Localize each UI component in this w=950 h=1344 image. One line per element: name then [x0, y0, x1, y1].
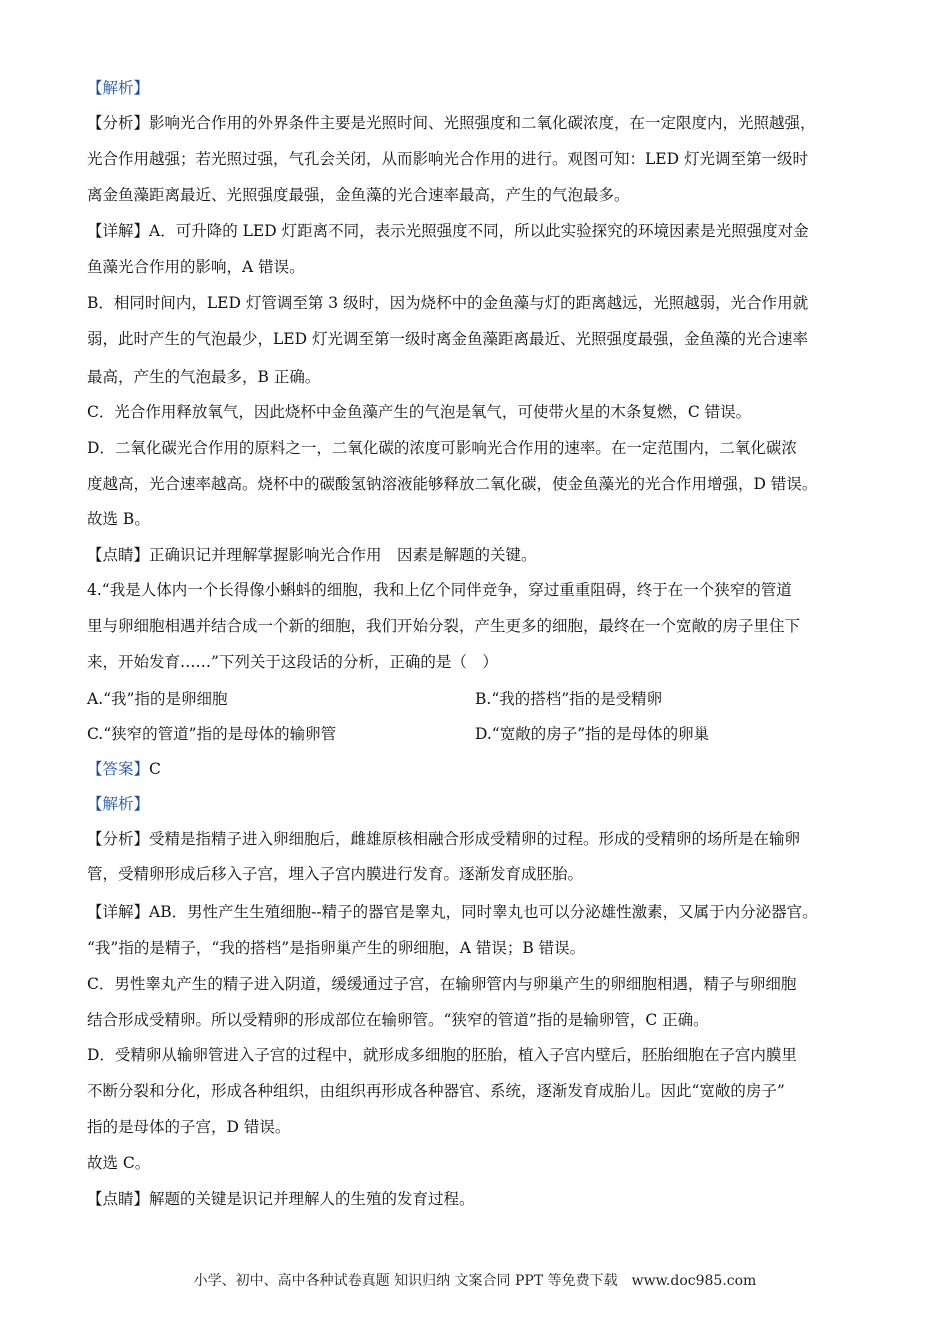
option-d: D.“宽敞的房子”指的是母体的卵巢 [475, 725, 710, 743]
paragraph-line: 光合作用越强；若光照过强，气孔会关闭，从而影响光合作用的进行。观图可知：LED 灯光调至第一级时 [87, 150, 808, 168]
paragraph-line: D．受精卵从输卵管进入子宫的过程中，就形成多细胞的胚胎，植入子宫内壁后，胚胎细胞在子宫内膜里 [87, 1046, 797, 1064]
jiexi-tag: 【解析】 [87, 79, 150, 97]
fenxi-paragraph-line [87, 829, 800, 849]
paragraph-line: B．相同时间内，LED 灯管调至第 3 级时，因为烧杯中的金鱼藻与灯的距离越远，光照越弱，光合作用就 [87, 294, 809, 312]
paragraph-text: A．可升降的 LED 灯距离不同，表示光照强度不同，所以此实验探究的环境因素是光照强度对金 [149, 222, 809, 240]
paragraph-line: C．光合作用释放氧气，因此烧杯中金鱼藻产生的气泡是氧气，可使带火星的木条复燃，C 错误。 [87, 403, 752, 421]
paragraph-text: AB．男性产生生殖细胞--精子的器官是睾丸，同时睾丸也可以分泌雄性激素，又属于内分泌器官。 [149, 903, 818, 921]
dianjing-tag: 【点睛】 [87, 546, 150, 564]
paragraph-line: 结合形成受精卵。所以受精卵的形成部位在输卵管。“狭窄的管道”指的是输卵管，C 正确。 [87, 1011, 709, 1029]
footer-text: 小学、初中、高中各种试卷真题 知识归纳 文案合同 PPT 等免费下载 www.doc985.com [193, 1273, 757, 1289]
paragraph-line: “我”指的是精子，“我的搭档”是指卵巢产生的卵细胞，A 错误；B 错误。 [87, 939, 586, 957]
answer-line [87, 759, 161, 779]
dianjing-tag: 【点睛】 [87, 1190, 150, 1208]
dianjing-paragraph-line [87, 545, 537, 565]
jiexi-heading [87, 794, 149, 814]
question-stem-line: 4.“我是人体内一个长得像小蝌蚪的细胞，我和上亿个同伴竞争，穿过重重阻碍，终于在一个狭窄的管道 [87, 581, 792, 599]
option-a: A.“我”指的是卵细胞 [87, 690, 228, 708]
answer-tag: 【答案】 [87, 760, 150, 778]
paragraph-line: C．男性睾丸产生的精子进入阴道，缓缓通过子宫，在输卵管内与卵巢产生的卵细胞相遇，精子与卵细胞 [87, 975, 797, 993]
paragraph-line: 弱，此时产生的气泡最少，LED 灯光调至第一级时离金鱼藻距离最近、光照强度最强，金鱼藻的光合速率 [87, 330, 808, 348]
jiexi-tag: 【解析】 [87, 795, 150, 813]
paragraph-text: 影响光合作用的外界条件主要是光照时间、光照强度和二氧化碳浓度，在一定限度内，光照越强， [149, 114, 816, 132]
paragraph-text: 受精是指精子进入卵细胞后，雌雄原核相融合形成受精卵的过程。形成的受精卵的场所是在输卵 [149, 830, 801, 848]
paragraph-line: 离金鱼藻距离最近、光照强度最强，金鱼藻的光合速率最高，产生的气泡最多。 [87, 186, 630, 204]
paragraph-line: 最高，产生的气泡最多，B 正确。 [87, 368, 321, 386]
paragraph-line: 故选 B。 [87, 510, 150, 528]
paragraph-text: 解题的关键是识记并理解人的生殖的发育过程。 [149, 1190, 475, 1208]
xiangjie-paragraph-line [87, 221, 809, 241]
question-stem-line: 来，开始发育……”下列关于这段话的分析，正确的是（ ） [87, 653, 498, 671]
question-stem-line: 里与卵细胞相遇并结合成一个新的细胞，我们开始分裂，产生更多的细胞，最终在一个宽敞的房子里住下 [87, 617, 801, 635]
paragraph-line: 度越高，光合速率越高。烧杯中的碳酸氢钠溶液能够释放二氧化碳，使金鱼藻光的光合作用增强，D 错误。 [87, 475, 818, 493]
fenxi-paragraph-line [87, 113, 816, 133]
fenxi-tag: 【分析】 [87, 114, 150, 132]
fenxi-tag: 【分析】 [87, 830, 150, 848]
option-c: C.“狭窄的管道”指的是母体的输卵管 [87, 725, 337, 743]
xiangjie-tag: 【详解】 [87, 903, 150, 921]
paragraph-line: 不断分裂和分化，形成各种组织，由组织再形成各种器官、系统，逐渐发育成胎儿。因此“宽敞的房子” [87, 1082, 785, 1100]
paragraph-line: 指的是母体的子宫，D 错误。 [87, 1118, 291, 1136]
jiexi-heading [87, 78, 149, 98]
xiangjie-paragraph-line [87, 902, 818, 922]
paragraph-line: 鱼藻光合作用的影响，A 错误。 [87, 258, 305, 276]
paragraph-text: 正确识记并理解掌握影响光合作用 因素是解题的关键。 [149, 546, 537, 564]
paragraph-line: D．二氧化碳光合作用的原料之一，二氧化碳的浓度可影响光合作用的速率。在一定范围内，二氧化碳浓 [87, 439, 797, 457]
answer-value: C [149, 760, 161, 778]
option-b: B.“我的搭档”指的是受精卵 [475, 690, 663, 708]
paragraph-line: 管，受精卵形成后移入子宫，埋入子宫内膜进行发育。逐渐发育成胚胎。 [87, 865, 584, 883]
xiangjie-tag: 【详解】 [87, 222, 150, 240]
dianjing-paragraph-line [87, 1189, 475, 1209]
paragraph-line: 故选 C。 [87, 1154, 151, 1172]
